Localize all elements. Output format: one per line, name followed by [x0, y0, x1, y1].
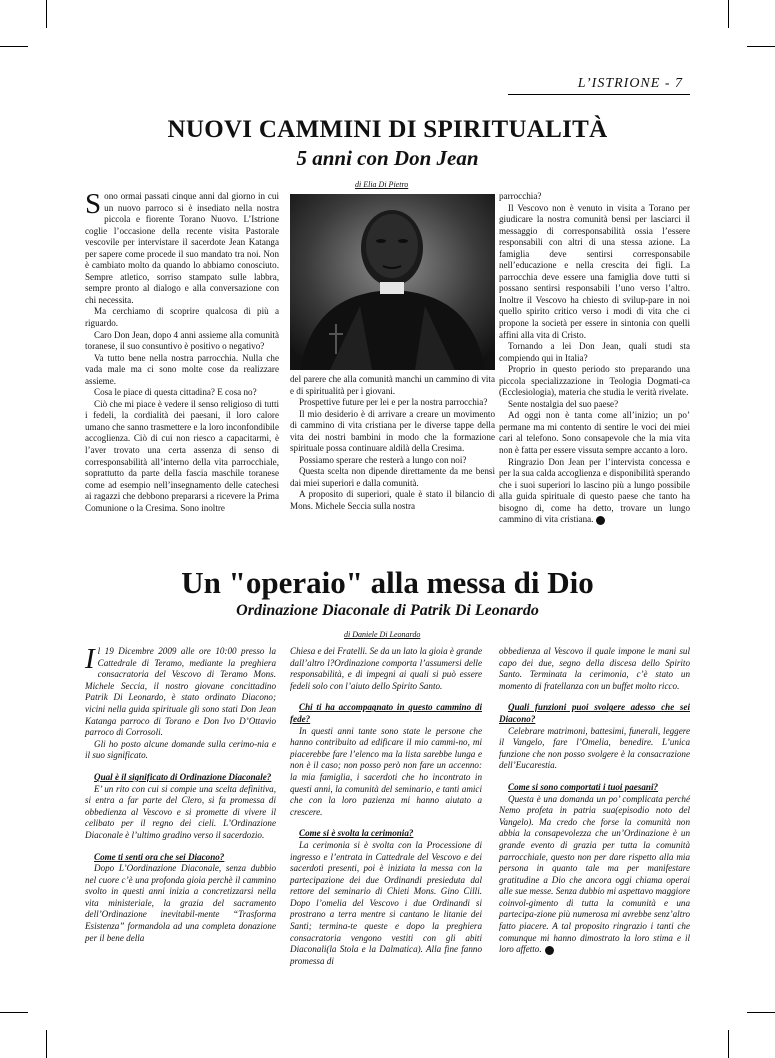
- article1-paragraph: Questa scelta non dipende direttamente da me bensì dai miei superiori e dalla comunità.: [290, 466, 495, 488]
- article1-paragraph: Sono ormai passati cinque anni dal giorno in cui un nuovo parroco si è insediato nella nostra piccola e fiorente Torano Nuovo. L’Istrione coglie l’occasione della recente visita Pastorale vescovile per intervistare il sacerdote Jean Katanga per sapere come procede il suo mandato tra noi. Non è cambiato molto da quando lo abbiamo conosciuto. Sempre atletico, sorriso stampato sulle labbra, sempre pronto al dialogo e alla conversazione con chi necessita.: [85, 188, 279, 305]
- article1-paragraph: A proposito di superiori, quale è stato il bilancio di Mons. Michele Seccia sulla nostra: [290, 489, 495, 512]
- crop-mark: [46, 0, 47, 28]
- portrait-photo: [290, 194, 495, 370]
- article1-paragraph: Caro Don Jean, dopo 4 anni assieme alla comunità toranese, il suo consuntivo è positivo o negativo?: [85, 329, 279, 352]
- article1-byline: di Elia Di Pietro: [355, 180, 409, 189]
- article2-paragraph: La cerimonia si è svolta con la Processione di ingresso e l’entrata in Cattedrale del Vescovo e dei sacerdoti presenti, poi è iniziata la messa con la partecipazione dei due Ordinandi presieduta dal rettore del seminario di Chieti Mons. Gino Cilli. Dopo l’omelia del Vescovo i due Ordinandi si prostrano a terra mentre si cantano le litanie dei Santi; termina-te queste e dopo la preghiera consacratoria vengono vestiti con gli abiti Diaconali(la Stola e la Dalmatica). Alla fine fanno promessa di: [290, 839, 482, 966]
- article1-column-2: [290, 374, 495, 513]
- article2-paragraph: Dopo L’Oordinazione Diaconale, senza dubbio nel cuore c’è una profonda gioia perchè il cammino svolto in questi anni inizia a concretizzarsi nella vita ministeriale, la grazia del sacramento dell’Ordinazione inevitabil-mente “Trasforma Esistenza” formandola ad una completa donazione per il bene della: [85, 863, 276, 943]
- article1-paragraph: Ma cerchiamo di scoprire qualcosa di più a riguardo.: [85, 306, 279, 329]
- article1-paragraph: Ad oggi non è tanta come all’inizio; un po’ permane ma mi contento di sentire le voci dei miei cari al telefono. Sono consapevole che la mia vita non è fatta per essere vissuta sempre accanto a loro.: [499, 410, 690, 456]
- article1-paragraph: Cosa le piace di questa cittadina? E cosa no?: [94, 387, 257, 398]
- article1-paragraph: Il mio desiderio è di arrivare a creare un movimento di cammino di vita cristiana per le diverse tappe della vita dei nostri bambini in modo che la formazione spirituale possa continuare aldilà della Cresima.: [290, 408, 495, 454]
- interview-question: Come si è svolta la cerimonia?: [299, 828, 414, 839]
- interview-question: Qual è il significato di Ordinazione Diaconale?: [94, 771, 272, 782]
- article1-paragraph: parrocchia?: [499, 191, 542, 201]
- article2-byline: di Daniele Di Leonardo: [344, 630, 421, 639]
- article1-paragraph: Prospettive future per lei e per la nostra parrocchia?: [299, 397, 488, 408]
- article2-paragraph: obbedienza al Vescovo il quale impone le mani sul capo dei due, segno della discesa dello Spirito Santo. Terminata la cerimonia, c’è stato un momento di fratellanza con un buffet molto ricco.: [499, 646, 690, 691]
- interview-question: Come si sono comportati i tuoi paesani?: [508, 781, 659, 792]
- article1-paragraph: Ringrazio Don Jean per l’intervista concessa e per la sua calda accoglienza e disponibilità sperando che i suoi superiori lo lascino più a lungo possibile alla guida spirituale di questo paese che tanto ha bisogno di, come ha detto, trovare un lungo cammino di vita cristiana. L: [499, 456, 690, 525]
- article2-paragraph: In questi anni tante sono state le persone che hanno contribuito ad edificare il mio cammi-no, mi piacerebbe fare l’elenco ma la lista sarebbe lunga e non è il caso; non posso però non fare un accenno: la mia famiglia, i sacerdoti che ho incontrato in questi anni, la comunità del seminario, e tanti amici che con la loro pazienza mi hanno aiutato a crescere.: [290, 725, 482, 817]
- article2-subtitle: Ordinazione Diaconale di Patrik Di Leonardo: [236, 602, 539, 619]
- crop-mark: [728, 0, 729, 28]
- article2-paragraph: Questa è una domanda un po’ complicata perché Nemo profeta in patria sua(episodio noto del Vangelo). Ma credo che forse la comunità non abbia la consapevolezza che un’Ordinazione è un grande evento di grazia per tutta la comunità parrocchiale, questo non per dare rispetto alla mia persona in quanto tale ma per manifestare gratitudine a Dio che ancora oggi chiama operai alle sue messe. Senza dubbio mi aspettavo maggiore coinvol-gimento di tutta la comunità e una partecipa-zione più numerosa mi avrebbe senz’altro fatto piacere. A tal proposito ringrazio i tanti che comunque mi hanno dimostrato la loro stima e il loro affetto. L: [499, 793, 690, 955]
- crop-mark: [747, 46, 775, 47]
- article2-paragraph: Gli ho posto alcune domande sulla cerimo-nia e il suo significato.: [85, 738, 276, 761]
- crop-mark: [46, 1030, 47, 1058]
- article2-column-3: [499, 646, 690, 956]
- end-of-article-icon: L: [596, 516, 605, 525]
- article2-paragraph: Il 19 Dicembre 2009 alle ore 10:00 presso la Cattedrale di Teramo, mediante la preghiera consacratoria del Vescovo di Teramo Mons. Michele Seccia, il nostro giovane concittadino Patrik Di Leonardo, è stato ordinato Diacono; vicini nella guida spirituale gli sono stati Don Jean Katanga parroco di Torano e Don Ivo D’Ottavio parroco di Corrosoli.: [85, 643, 276, 738]
- crop-mark: [728, 1030, 729, 1058]
- crop-mark: [0, 1012, 28, 1013]
- article2-title: Un "operaio" alla messa di Dio: [181, 565, 594, 600]
- article2-paragraph: Celebrare matrimoni, battesimi, funerali, leggere il Vangelo, fare l’Omelia, benedire. L’unica funzione che non posso svolgere è la consacrazione dell’Eucarestia.: [499, 725, 690, 771]
- article1-column-3: [499, 191, 690, 526]
- article1-paragraph: Possiamo sperare che resterà a lungo con noi?: [299, 454, 467, 465]
- article1-paragraph: Il Vescovo non è venuto in visita a Torano per giudicare la nostra comunità bensì per lasciarci il messaggio di corresponsabilità ossia l’essere responsabili con altri di una stessa azione. La famiglia deve sentirsi corresponsabile nell’educazione e nella crescita dei figli. La parrocchia deve essere una famiglia dove tutti si possano sentirsi responsabili l’uno verso l’altro. Inoltre il Vescovo ha chiesto di svilup-pare in noi quello spirito critico verso i modi di vita che ci propone la società per essere in sintonia con quelli affini alla vita di Cristo.: [499, 202, 690, 340]
- interview-question: Quali funzioni puoi svolgere adesso che sei Diacono?: [499, 702, 690, 724]
- article1-paragraph: Proprio in questo periodo sto preparando una piccola specializzazione in Teologia Dogmati-ca (Ecclesiologia), materia che studia le verità rivelate.: [499, 364, 690, 398]
- article1-paragraph: del parere che alla comunità manchi un cammino di vita e di spiritualità per i giovani.: [290, 374, 495, 396]
- crop-mark: [747, 1012, 775, 1013]
- article2-paragraph: E’ un rito con cui si compie una scelta definitiva, si entra a far parte del Clero, si fa promessa di obbedienza al Vescovo e si promette di vivere il celibato per il regno dei cieli. L’Ordinazione Diaconale è l’ultimo gradino verso il sacerdozio.: [85, 783, 276, 840]
- interview-question: Come ti senti ora che sei Diacono?: [94, 851, 225, 862]
- crop-mark: [0, 46, 28, 47]
- interview-question: Chi ti ha accompagnato in questo cammino di fede?: [290, 702, 482, 724]
- priest-portrait-image: [290, 194, 495, 370]
- running-header: L’ISTRIONE - 7: [577, 76, 683, 91]
- article2-column-2: [290, 646, 482, 967]
- article1-title: NUOVI CAMMINI DI SPIRITUALITÀ: [167, 116, 608, 143]
- drop-cap: S: [85, 188, 102, 220]
- drop-cap: I: [85, 643, 95, 675]
- end-of-article-icon: L: [545, 946, 554, 955]
- article1-column-1: [85, 188, 279, 514]
- article1-subtitle: 5 anni con Don Jean: [296, 146, 479, 170]
- article2-paragraph: Chiesa e dei Fratelli. Se da un lato la gioia è grande dall’altro l?Ordinazione comporta l’assumersi delle responsabilità, e di impegni ai quali si può essere fedeli solo con l’aiuto dello Spirito Santo.: [290, 646, 482, 691]
- article1-paragraph: Tornando a lei Don Jean, quali studi sta compiendo qui in Italia?: [499, 341, 690, 363]
- article1-paragraph: Va tutto bene nella nostra parrocchia. Nulla che vada male ma ci sono molte cose da realizzare assieme.: [85, 352, 279, 386]
- article1-paragraph: Sente nostalgia del suo paese?: [508, 398, 619, 409]
- article1-paragraph: Ciò che mi piace è vedere il senso religioso di tutti i fedeli, la cordialità dei paesani, il loro calore umano che sanno trasmettere e la loro inconfondibile accoglienza. Ciò di cui non riesco a capacitarmi, è l’aver trovato una certa assenza di senso di corresponsabilità all’interno della vita parrocchiale, soprattutto da parte della fascia maschile toranese come ad esempio nell’insegnamento delle catechesi ai ragazzi che debbono prepararsi a ricevere la Prima Comunione o la Cresima. Sono inoltre: [85, 398, 279, 513]
- article2-column-1: [85, 643, 276, 944]
- header-rule: [508, 94, 690, 95]
